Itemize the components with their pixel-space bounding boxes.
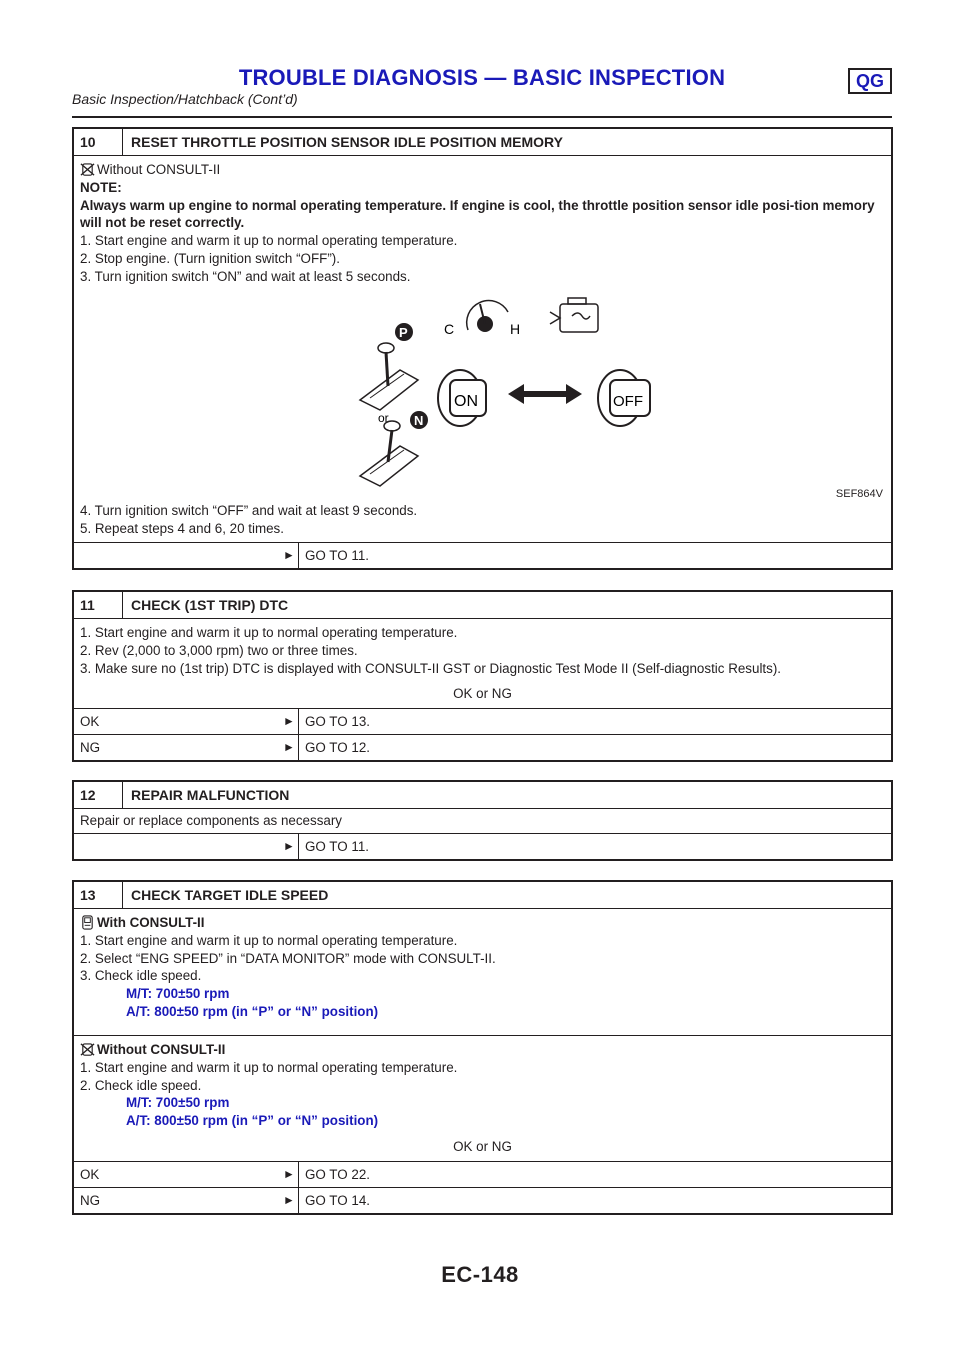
step-title: REPAIR MALFUNCTION	[131, 787, 290, 803]
ok-label: OK	[80, 1166, 100, 1182]
figure-code: SEF864V	[835, 488, 883, 501]
step-line: 4. Turn ignition switch “OFF” and wait at least 9 seconds.	[80, 502, 418, 518]
step-13-without-body	[74, 1035, 891, 1161]
step-12-box	[72, 780, 893, 861]
go-target: GO TO 11.	[298, 834, 891, 859]
step-13-ok-row	[74, 1161, 891, 1187]
off-label: OFF	[613, 392, 643, 410]
step-line: 3. Make sure no (1st trip) DTC is displayed with CONSULT-II GST or Diagnostic Test Mode II (Self-diagnostic Results).	[80, 660, 782, 676]
or-label: or	[378, 410, 389, 425]
step-11-ng-row	[74, 734, 891, 760]
step-number: 12	[80, 782, 123, 808]
step-13-ng-row	[74, 1187, 891, 1213]
step-11-body	[74, 618, 891, 708]
step-line: 1. Start engine and warm it up to normal operating temperature.	[80, 932, 458, 948]
p-label: P	[399, 324, 408, 340]
without-consult-icon	[80, 162, 95, 177]
step-title: CHECK (1ST TRIP) DTC	[131, 597, 289, 613]
step-number: 13	[80, 882, 123, 908]
shift-lever-p-icon	[360, 323, 418, 410]
go-target: GO TO 12.	[298, 735, 891, 760]
go-arrow-icon: ►	[283, 1166, 295, 1181]
go-target: GO TO 14.	[298, 1188, 891, 1213]
go-target: GO TO 22.	[298, 1162, 891, 1187]
go-arrow-icon: ►	[283, 548, 295, 563]
gauge-c-label: C	[444, 320, 455, 337]
page-subtitle: Basic Inspection/Hatchback (Cont’d)	[72, 91, 298, 107]
note-label: NOTE:	[80, 179, 122, 195]
ok-label: OK	[80, 714, 100, 730]
go-arrow-icon: ►	[283, 740, 295, 755]
step-number: 10	[80, 129, 123, 155]
step-11-title-row	[74, 592, 891, 618]
step-12-go-row	[74, 833, 891, 859]
step-line: 5. Repeat steps 4 and 6, 20 times.	[80, 520, 284, 536]
step-line: 2. Select “ENG SPEED” in “DATA MONITOR” mode with CONSULT-II.	[80, 950, 496, 966]
spec-at: A/T: 800±50 rpm (in “P” or “N” position)	[126, 1113, 379, 1129]
spec-mt: M/T: 700±50 rpm	[126, 986, 230, 1002]
step-line: Repair or replace components as necessary	[80, 813, 342, 828]
step-line: 2. Check idle speed.	[80, 1077, 202, 1093]
mode-label: Without CONSULT-II	[97, 1041, 226, 1057]
go-arrow-icon: ►	[283, 1192, 295, 1207]
step-line: 3. Turn ignition switch “ON” and wait at least 5 seconds.	[80, 268, 411, 284]
ignition-off-icon	[598, 370, 650, 426]
note-text: Always warm up engine to normal operating temperature. If engine is cool, the throttle position sensor idle posi-tion memory will not be reset correctly.	[80, 197, 875, 231]
step-13-title-row	[74, 882, 891, 908]
step-12-title-row	[74, 782, 891, 808]
spec-mt: M/T: 700±50 rpm	[126, 1095, 230, 1111]
step-line: 1. Start engine and warm it up to normal operating temperature.	[80, 1059, 458, 1075]
on-label: ON	[454, 392, 478, 410]
engine-icon	[550, 298, 598, 332]
mode-label: Without CONSULT-II	[97, 162, 221, 177]
step-11-ok-row	[74, 708, 891, 734]
ok-ng-label: OK or NG	[453, 1139, 512, 1155]
ok-ng-label: OK or NG	[453, 686, 512, 702]
page-title: TROUBLE DIAGNOSIS — BASIC INSPECTION	[238, 65, 726, 90]
step-line: 2. Stop engine. (Turn ignition switch “OFF”).	[80, 251, 340, 267]
without-consult-icon	[80, 1042, 95, 1057]
go-arrow-icon: ►	[283, 838, 295, 853]
double-arrow-icon	[508, 384, 582, 404]
step-13-box	[72, 880, 893, 1215]
ignition-figure	[80, 286, 885, 502]
header-rule	[72, 116, 892, 118]
step-line: 3. Check idle speed.	[80, 968, 202, 984]
section-badge: QG	[848, 68, 892, 94]
step-13-with-body	[74, 908, 891, 1035]
step-12-body	[74, 808, 891, 833]
page-header	[72, 64, 892, 109]
mode-label: With CONSULT-II	[97, 915, 205, 930]
step-10-title-row	[74, 129, 891, 155]
temperature-gauge-icon	[444, 300, 520, 336]
step-11-box	[72, 590, 893, 762]
go-arrow-icon: ►	[283, 714, 295, 729]
n-label: N	[414, 412, 424, 428]
step-line: 2. Rev (2,000 to 3,000 rpm) two or three times.	[80, 642, 358, 658]
spec-at: A/T: 800±50 rpm (in “P” or “N” position)	[126, 1004, 379, 1020]
ignition-illustration	[340, 290, 700, 500]
step-line: 1. Start engine and warm it up to normal operating temperature.	[80, 233, 458, 249]
step-10-go-row	[74, 542, 891, 568]
ignition-on-icon	[438, 370, 486, 426]
with-consult-icon	[80, 915, 95, 930]
shift-lever-n-icon	[360, 411, 428, 486]
go-target: GO TO 11.	[298, 543, 891, 568]
step-title: RESET THROTTLE POSITION SENSOR IDLE POSITION MEMORY	[131, 134, 563, 150]
go-target: GO TO 13.	[298, 709, 891, 734]
step-title: CHECK TARGET IDLE SPEED	[131, 887, 329, 903]
step-number: 11	[80, 592, 123, 618]
gauge-h-label: H	[510, 320, 521, 337]
ng-label: NG	[80, 1192, 101, 1208]
page-number: EC-148	[441, 1262, 519, 1287]
step-line: 1. Start engine and warm it up to normal operating temperature.	[80, 625, 458, 640]
step-10-body	[74, 155, 891, 542]
step-10-box	[72, 127, 893, 570]
ng-label: NG	[80, 740, 101, 756]
